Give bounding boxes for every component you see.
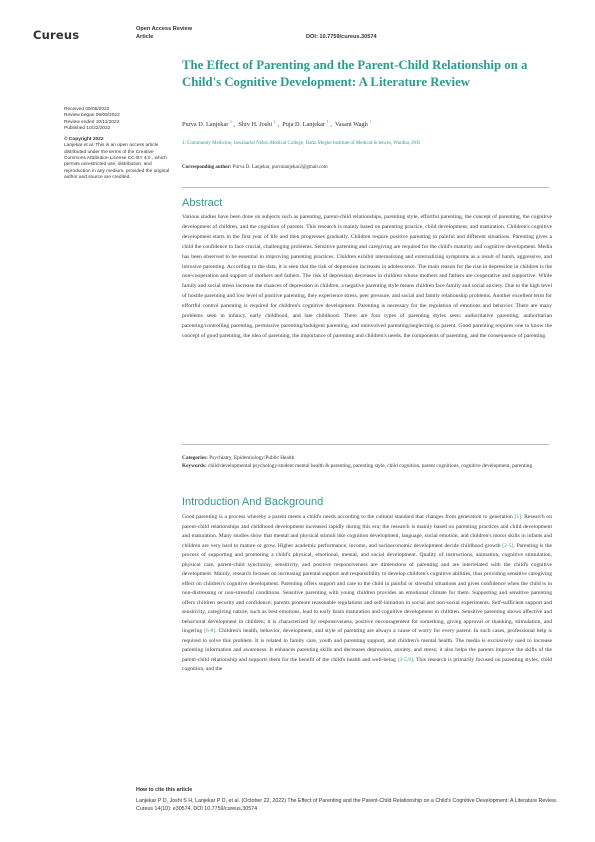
author-affiliation-sup: 1 — [229, 119, 233, 124]
corresponding-label: Corresponding author: — [182, 165, 232, 170]
citation-text: Lanjekar P D, Joshi S H, Lanjekar P D, et al. (October 22, 2022) The Effect of Parenting and the Parent-Child Relationship on a Child's Cognitive Development: A Literature Review. Cureus 14(10): e30574. DOI 10.7759/cureus.30574 — [136, 798, 558, 812]
intro-text-segment: . Parenting is the process of supporting and promoting a child's physical, emotional, mental, and social development. Quality of instructions, animation, cognitive stimulation, physical care, parent-child synchrony, sensitivity, and positive responsiveness are dimensions of parenting and are interrelated with the child's cognitive development. Mainly, research focuses on increasing parental support and responsibility to develop children's cognitive abilities, thus providing sensitive caregiving effect on children's cognitive development. Parenting offers support and care to the child in painful or stressful situations and gives confidence when the child is in non-distressing or non-stressful conditions. Sensitive parenting with young children provides an emotional climate for them. Supporting and sensitive parenting offers children security and confidence; parents promote reasonable regulations and self-initiation in social and non-social experiments. Self-sufficient support and sensitivity, caregiving nature, such as best emotions, lead to early brain maturation and cognitive development in children. Sensitive parenting shows affective and behavioral development in children; it is characterized by responsiveness, positive encouragement for something, giving approval or thanking, stimulation, and lingering — [182, 542, 552, 634]
article-type-line2: Article — [136, 33, 154, 40]
intro-text-segment: . This research is primarily focused on parenting styles, child cognition, and the — [182, 656, 552, 672]
keywords-value: child/developmental psychology/student mental health & parenting, parenting style, child cognition, parent cognitions, cognitive development, parenting — [208, 462, 533, 469]
keywords-block — [182, 455, 552, 471]
introduction-text — [182, 513, 552, 675]
author-affiliation-sup: 1 — [273, 119, 276, 124]
categories-value: Psychiatry, Epidemiology/Public Health — [209, 455, 295, 461]
author-name[interactable]: Shiv H. Joshi — [238, 121, 273, 129]
categories-line — [182, 455, 552, 463]
reference-link[interactable]: [3-5,9] — [397, 656, 413, 663]
reference-link[interactable]: [6-8] — [204, 628, 216, 634]
received-date: Received 09/05/2022 — [64, 107, 110, 112]
corresponding-value[interactable]: Purva D. Lanjekar, purvalanjekar2@gmail.com — [232, 165, 328, 170]
review-began-date: Review began 09/09/2022 — [64, 113, 120, 119]
author-affiliation-sup: 1 — [326, 119, 329, 124]
article-type — [136, 26, 192, 41]
author-list: Purva D. Lanjekar $^1$ , Shiv H. Joshi $^1$ , Puja D. Lanjekar $^1$ , Vasant Wagh $^1$ — [182, 119, 372, 129]
divider — [182, 187, 549, 188]
affiliation: 1. Community Medicine, Jawaharlal Nehru Medical College, Datta Meghe Institute of Medical Sciences, Wardha, IND — [182, 141, 421, 146]
journal-logo: Cureus — [33, 28, 80, 42]
keywords-line — [182, 463, 552, 471]
intro-text-segment: . Children's health, behavior, development, and style of parenting are always a cause of worry for every parent. In such cases, professional help is required to solve this problem. It is related to family care, youth and parenting support, and children's mental health. The media is exclusively used to increase parenting information and awareness. It enhances parenting skills and decreases depression, anxiety, and stress; it also helps the parents improve the skills of the parent-child relationship and supports them for the benefit of the child's health and well-being — [182, 628, 552, 663]
categories-label: Categories: — [182, 455, 208, 461]
author-name[interactable]: Purva D. Lanjekar — [182, 121, 229, 129]
article-type-line1: Open Access Review — [136, 26, 193, 32]
copyright-heading: © Copyright 2022 — [64, 137, 104, 143]
author-name[interactable]: Vasant Wagh — [334, 121, 368, 129]
divider — [182, 444, 549, 445]
citation-heading: How to cite this article — [136, 787, 193, 793]
article-title: The Effect of Parenting and the Parent-Child Relationship on a Child's Cognitive Development: A Literature Review — [182, 58, 528, 89]
author-name[interactable]: Puja D. Lanjekar — [282, 121, 326, 129]
published-date: Published 10/22/2022 — [64, 125, 111, 131]
history-dates — [64, 107, 172, 132]
abstract-text: Various studies have been done on subjects such as parenting, parent-child relationships, parenting style, effortful parenting, the concept of parenting, the cognitive development of children, and the cognition of parents. This research is mainly based on parenting practice, child development, and maturation. Children's cognitive development starts in the first year of life and then progresses gradually. Children require positive parenting in painful and different situations. Parenting gives a child the confidence to face crucial, challenging problems. Sensitive parenting and caregiving are required for the child's maturity and cognitive development. Media has been observed to be essential in improving parenting practices. Children exhibit internalizing and externalizing symptoms as a result of harsh, aggressive, and intrusive parenting. According to the data, it is seen that the risk of depression increases in adolescence. The main reason for the rise in depression in children is the non-cooperation and support of mothers and fathers. The risk of depression decreases in children whose mothers and fathers are cooperative and supportive. While family and social stress increase the chances of depression in children, a negative parenting style means children face family and social anxiety. Due to the high level of hostile parenting and low level of positive parenting, they experience stress, peer pressure, and social and family relationship problems. Another excellent term for effortful control parenting is required for children's cognitive development. Parenting is necessary for the regulation of emotions and behavior. There are many problems seen in infancy, early childhood, and late childhood. There are four types of parenting styles seen: authoritative parenting, authoritarian parenting/controlling parenting, permissive parenting/indulgent parenting, and uninvolved parenting/neglecting to parent. Good parenting requires one to know the concept of good parenting, the idea of parenting, the importance of parenting and children's needs, the components of parenting, and the consequence of parenting. — [182, 214, 552, 339]
corresponding-author — [182, 165, 328, 170]
author-affiliation-sup: 1 — [369, 119, 372, 124]
abstract-heading: Abstract — [182, 197, 223, 209]
doi[interactable]: DOI: 10.7759/cureus.30574 — [306, 34, 377, 40]
review-ended-date: Review ended 10/11/2022 — [64, 119, 120, 125]
keywords-label: Keywords: — [182, 462, 207, 469]
intro-text-segment: . Research on parent-child relationships and childhood development increased rapidly during this era; the research is mainly based on parenting practices and child development and maturation. Many studies show that mental and physical stimuli like cognition development, language, social emotion, and children's motor skills in infants and children are very hard to mature or grow. Higher academic performance, income, and socioeconomic development decide childhood growth — [182, 514, 552, 549]
introduction-heading: Introduction And Background — [182, 496, 324, 508]
sidebar-info — [64, 107, 172, 181]
reference-link[interactable]: [1] — [514, 514, 522, 520]
license-text: Lanjekar et al. This is an open access article distributed under the terms of the Creative Commons Attribution License CC-BY 4.0., which permits unrestricted use, distribution, and reproduction in any medium, provided the original author and source are credited. — [64, 143, 170, 180]
intro-text-segment: Good parenting is a process whereby a parent meets a child's needs according to the cultural standard that changes from generation to generation — [182, 514, 515, 520]
reference-link[interactable]: [2-5] — [502, 542, 514, 549]
